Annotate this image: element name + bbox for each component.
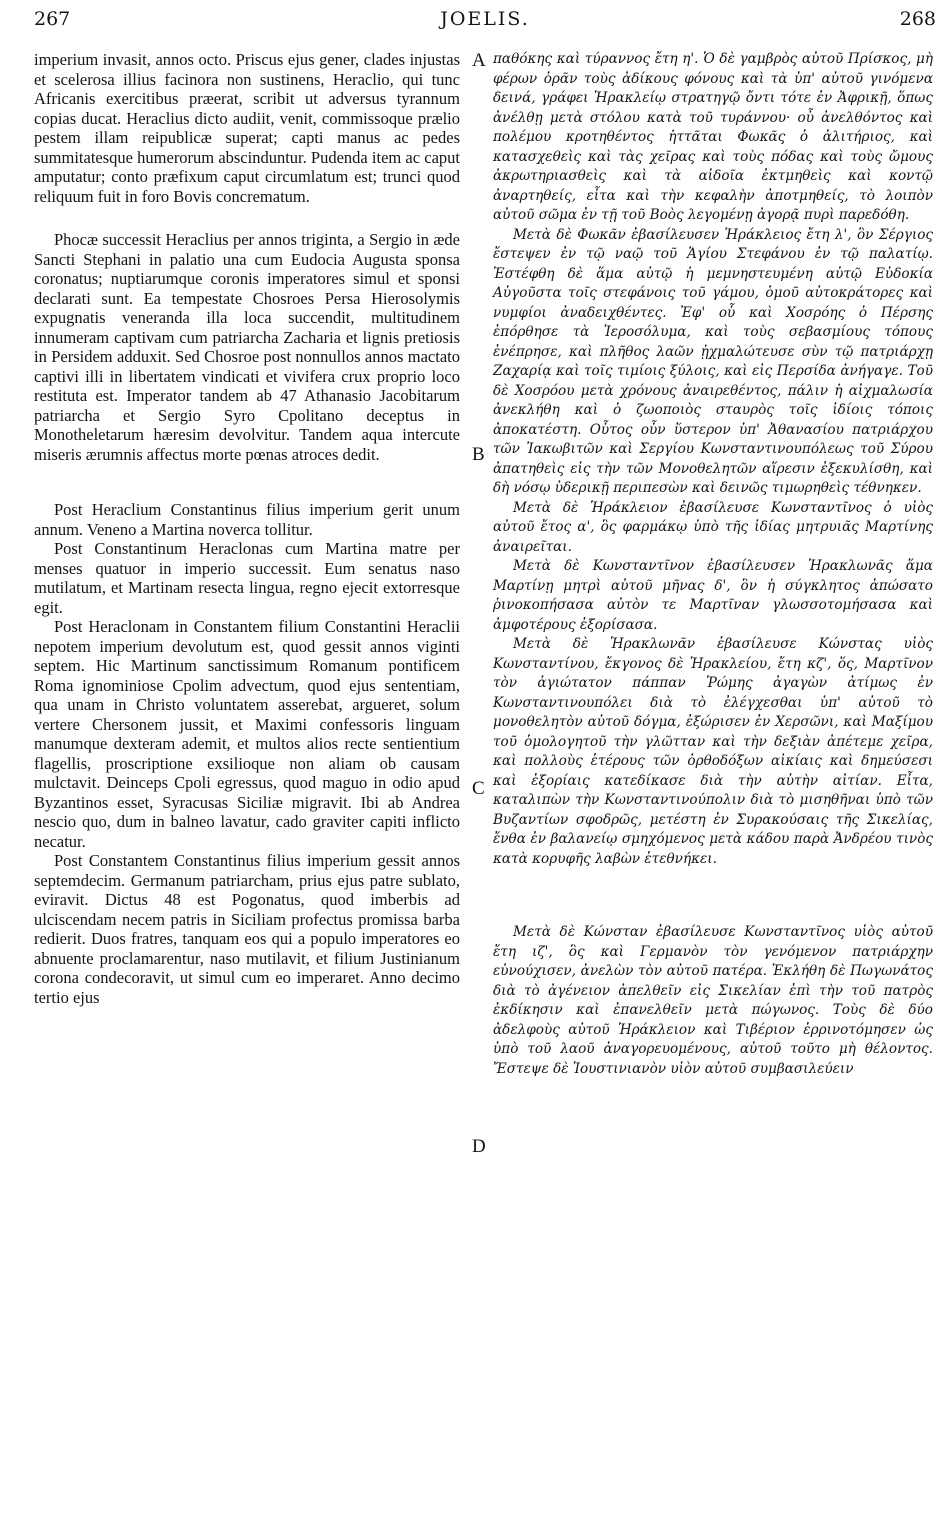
section-marker-c: C [472,778,485,799]
latin-column [34,50,460,1007]
greek-paragraph: Μετὰ δὲ Κωνσταντῖνον ἐβασίλευσεν Ἡρακλωνᾶς ἅμα Μαρτίνῃ μητρὶ αὐτοῦ μῆνας δ', ὃν ἡ σύγκλητος ἀπώσατο ῥινοκοπήσασα αὐτὸν τε Μαρτῖναν γλωσσοτομήσασα καὶ ἀμφοτέρους ἐξορίσασα. [493,558,933,633]
right-page-number: 268 [899,8,936,30]
page-header [34,8,936,36]
greek-paragraph: Μετὰ δὲ Ἡράκλειον ἐβασίλευσε Κωνσταντῖνος ὁ υἱὸς αὐτοῦ ἔτος α', ὃς φαρμάκῳ ὑπὸ τῆς ἰδίας μητρυιᾶς Μαρτίνης ἀναιρεῖται. [493,499,933,555]
left-page-number: 267 [34,8,71,30]
running-title: JOELIS. [440,8,530,30]
greek-paragraph: Μετὰ δὲ Κώνσταν ἐβασίλευσε Κωνσταντῖνος υἱὸς αὐτοῦ ἔτη ιζ', ὃς καὶ Γερμανὸν τὸν γενόμενον πατριάρχην εὐνούχισεν, ἀνελὼν τὸν αὐτοῦ πατέρα. Ἐκλήθη δὲ Πωγωνάτος διὰ τὸ ἀγένειον ἀπελθεῖν εἰς Σικελίαν ἐπὶ τὴν τοῦ πατρὸς ἐκδίκησιν καὶ ἐπανελθεῖν μετὰ πώγωνος. Τοὺς δὲ δύο ἀδελφοὺς αὐτοῦ Ἡράκλειον καὶ Τιβέριον ἐρρινοτόμησεν ὡς ὑπὸ τοῦ λαοῦ ἀναγορευομένους, αὐτοῦ τοῦτο μὴ θέλοντος. Ἔστεψε δὲ Ἰουστινιανὸν υἱὸν αὐτοῦ συμβασιλεύειν [493,924,933,1077]
latin-paragraph: imperium invasit, annos octo. Priscus ejus gener, clades injustas et scelerosa illius facinora non sustinens, Heraclio, qui tunc Africanis exercitibus præerat, scribit ut adversus tyrannum copias ducat. Heraclius dicto audiit, venit, commissoque prælio pestem illam reipublicæ superat; capti manus ac pedes summitatesque humerorum abscinduntur. Pudenda item ac caput amputatur; conto præfixum caput circumlatum est; trunci quod reliquum fuit in foro Bovis concrematum. [34,50,460,206]
greek-paragraph: Μετὰ δὲ Φωκᾶν ἐβασίλευσεν Ἡράκλειος ἔτη λ', ὃν Σέργιος ἔστεψεν ἐν τῷ ναῷ τοῦ Ἁγίου Στεφάνου ἐν τῷ παλατίῳ. Ἐστέφθη δὲ ἅμα αὐτῷ ἡ μεμνηστευμένη αὐτῷ Εὐδοκία Αὐγοῦστα τοῖς στεφάνοις τοῦ γάμου, ὁμοῦ αὐτοκράτορες καὶ νυμφίοι ἀναδειχθέντες. Ἐφ' οὗ καὶ Χοσρόης ὁ Πέρσης ἐπόρθησε τὰ Ἱεροσόλυμα, καὶ τοὺς σεβασμίους τόπους ἐνέπρησε, καὶ πλῆθος λαῶν ᾐχμαλώτευσε σὺν τῷ πατριάρχῃ Ζαχαρίᾳ καὶ τοῖς τιμίοις ξύλοις, καὶ εἰς Περσίδα ἀνήγαγε. Τοῦ δὲ Χοσρόου μετὰ χρόνους ἀναιρεθέντος, πάλιν ἡ αἰχμαλωσία ἀνεκλήθη καὶ ὁ ζωοποιὸς σταυρὸς τοῖς ἰδίοις τόποις ἀποκατέστη. Οὗτος οὖν ὕστερον ὑπ' Ἀθανασίου πατριάρχου τῶν Ἰακωβιτῶν καὶ Σεργίου Κωνσταντινουπόλεως τοῦ Σύρου ἀπατηθεὶς εἰς τὴν τῶν Μονοθελητῶν αἵρεσιν ἐξεκυλίσθη, καὶ δὴ νόσῳ ὑδερικῇ περιπεσὼν καὶ δεινῶς τιμωρηθεὶς τέθνηκεν. [493,226,933,496]
latin-paragraph: Phocæ successit Heraclius per annos triginta, a Sergio in æde Sancti Stephani in palatio una cum Eudocia Augusta sponsa coronatus; nuptiarumque coronis imperatores simul et sponsi declarati sunt. Ea tempestate Chosroes Persa Hierosolymis expugnatis veneranda illa loca succendit, multitudinem innumeram captivam cum patriarcha Zacharia et lignis pretiosis in Persidem adduxit. Sed Chosroe post nonnullos annos mactato captivi illi in libertatem vindicati et vivifera crux proprio loco restituta est. Imperator tandem ab 47 Athanasio Jacobitarum patriarcha et Sergio Syro Cpolitano deceptus in Monotheletarum hæresim devolvitur. Tandem aqua intercute miseris ærumnis affectus morte pœnas atroces dedit. [34,230,460,464]
latin-paragraph: Post Heraclonam in Constantem filium Constantini Heraclii nepotem imperium devolutum est, quod gessit annos viginti septem. Hic Martinum sanctissimum Romanum pontificem Roma ignominiose Cpolim advectum, quod ejus sententiam, qua unam in Christo voluntatem asserebat, argueret, solum vertere Chersonem jussit, et Maximi confessoris linguam manumque dexteram ademit, et multos alios recte sentientium flagellis, proscriptione exsilioque non aliam ob causam mulctavit. Deinceps Cpoli egressus, quod maguo in odio apud Byzantinos esset, Syracusas Siciliæ migravit. Ibi ab Andrea nescio quo, dum in balneo lavatur, cado graviter capiti inflicto necatur. [34,617,460,851]
section-marker-d: D [472,1136,486,1157]
greek-paragraph: παθόκης καὶ τύραννος ἔτη η'. Ὁ δὲ γαμβρὸς αὐτοῦ Πρίσκος, μὴ φέρων ὁρᾶν τοὺς ἀδίκους φόνους καὶ τὰ ὑπ' αὐτοῦ γινόμενα δεινά, γράφει Ἡρακλείῳ στρατηγῷ ὄντι τότε ἐν Ἀφρικῇ, ὅπως ἀνέλθῃ μετὰ στόλου κατὰ τοῦ τυράννου· οὗ ἀνελθόντος καὶ πολέμου κροτηθέντος ἡττᾶται Φωκᾶς ὁ ἀλιτήριος, καὶ κατασχεθεὶς καὶ τὰς χεῖρας καὶ τοὺς πόδας καὶ τοὺς ὤμους ἀκρωτηριασθεὶς καὶ τὰ αἰδοῖα ἐκτμηθεὶς καὶ κοντῷ ἀναρτηθείς, εἶτα καὶ τὴν κεφαλὴν ἀποτμηθείς, τὸ λοιπὸν αὐτοῦ σῶμα ἐν τῇ τοῦ Βοὸς λεγομένῃ ἀγορᾷ πυρὶ παρεδόθη. [493,51,933,223]
latin-paragraph: Post Constantem Constantinus filius imperium gessit annos septemdecim. Germanum patriarcham, prius ejus patre sublato, eviravit. Dictus 48 est Pogonatus, quod imberbis ad ulciscendam necem patris in Siciliam profectus promissa barba redierit. Duos fratres, tanquam eos qui a populo imperatores eo abnuente proclamarentur, naso mutilavit, et filium Justinianum corona condecoravit, ut simul cum eo imperaret. Anno decimo tertio ejus [34,851,460,1007]
latin-paragraph: Post Heraclium Constantinus filius imperium gerit unum annum. Veneno a Martina noverca tollitur. [34,500,460,539]
greek-paragraph: Μετὰ δὲ Ἡρακλωνᾶν ἐβασίλευσε Κώνστας υἱὸς Κωνσταντίνου, ἔκγονος δὲ Ἡρακλείου, ἔτη κζ', ὅς, Μαρτῖνον τὸν ἁγιώτατον πάππαν Ῥώμης ἀγαγὼν ἀτίμως ἐν Κωνσταντινουπόλει διὰ τὸ ἐλέγχεσθαι ὑπ' αὐτοῦ τὸ μονοθελητὸν αὐτοῦ δόγμα, ἐξώρισεν ἐν Χερσῶνι, καὶ Μαξίμου τοῦ ὁμολογητοῦ τὴν γλῶτταν καὶ τὴν δεξιὰν ἀπέτεμε χεῖρα, καὶ πολλοὺς ἑτέρους τῶν ὀρθοδόξων αἰκίαις καὶ δημεύσεσι καὶ ἐξορίαις κατεδίκασε διὰ τὴν αὐτὴν αἰτίαν. Εἶτα, καταλιπὼν τὴν Κωνσταντινούπολιν διὰ τὸ μισηθῆναι ὑπὸ τῶν Βυζαντίων σφοδρῶς, μετέστη ἐν Συρακούσαις τῆς Σικελίας, ἔνθα ἐν βαλανείῳ σμηχόμενος μετὰ κάδου παρὰ Ἀνδρέου τινὸς κατὰ κορυφῆς λαβὼν ἐτεθνήκει. [493,636,933,867]
section-marker-a: A [472,50,486,71]
section-marker-b: B [472,444,485,465]
latin-paragraph: Post Constantinum Heraclonas cum Martina matre per menses quatuor in imperio successit. Eum senatus naso mutilatum, et Martinam resecta lingua, regno ejecit extorresque egit. [34,539,460,617]
greek-column [493,50,933,1079]
